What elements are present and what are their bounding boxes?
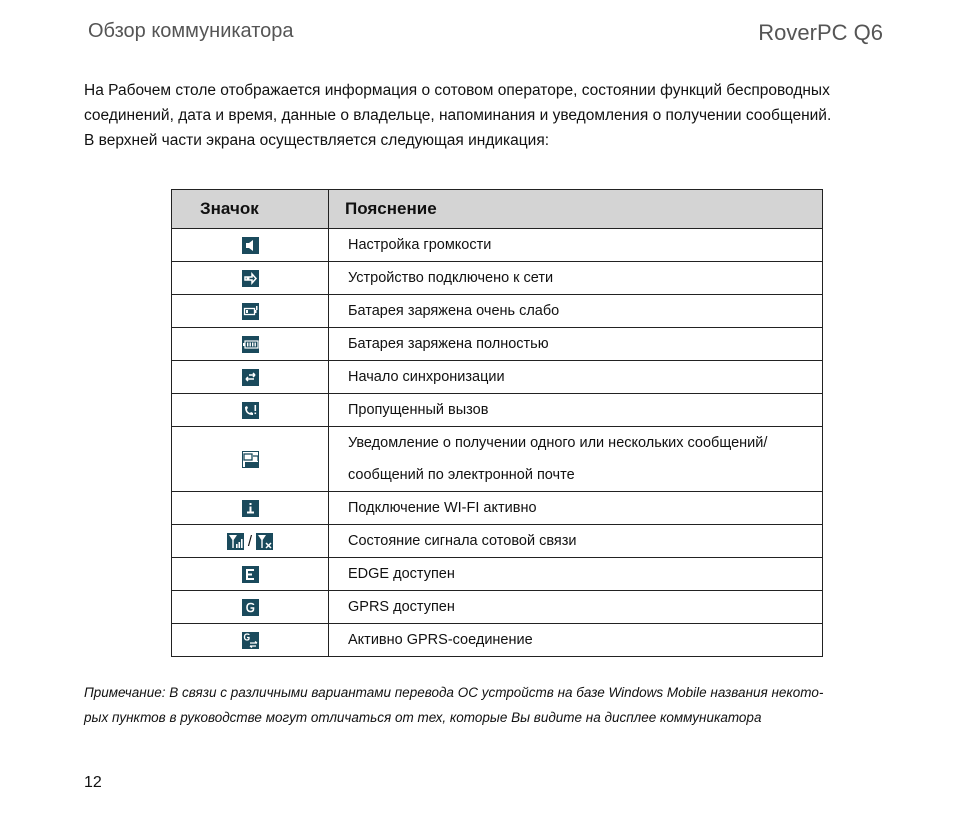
description-cell: Настройка громкости	[329, 229, 823, 262]
network-connected-icon	[242, 270, 259, 287]
table-row	[172, 525, 823, 558]
icon-cell	[172, 525, 329, 558]
icon-separator: /	[247, 532, 253, 550]
product-name: RoverPC Q6	[758, 20, 883, 45]
gprs-icon	[242, 599, 259, 616]
section-title: Обзор коммуникатора	[88, 20, 294, 42]
footnote	[84, 680, 894, 730]
description-cell: Подключение WI-FI активно	[329, 492, 823, 525]
table-row	[172, 229, 823, 262]
icon-cell	[172, 427, 329, 492]
volume-icon	[242, 237, 259, 254]
intro-paragraph	[84, 78, 894, 153]
page-number: 12	[84, 774, 102, 791]
signal-strength-icon	[227, 533, 244, 550]
sync-icon	[242, 369, 259, 386]
icon-cell	[172, 361, 329, 394]
table-row	[172, 328, 823, 361]
table-row	[172, 427, 823, 492]
column-header-icon: Значок	[172, 190, 329, 229]
intro-line: соединений, дата и время, данные о владельце, напоминания и уведомления о получении сообщений.	[84, 107, 832, 124]
description-cell: Уведомление о получении одного или нескольких сообщений/ сообщений по электронной почте	[329, 427, 823, 492]
description-cell: Батарея заряжена полностью	[329, 328, 823, 361]
table-row	[172, 624, 823, 657]
message-icon	[242, 451, 259, 468]
description-cell: Активно GPRS-соединение	[329, 624, 823, 657]
table-row	[172, 492, 823, 525]
edge-icon	[242, 566, 259, 583]
description-cell: Батарея заряжена очень слабо	[329, 295, 823, 328]
icon-cell	[172, 492, 329, 525]
description-cell: Состояние сигнала сотовой связи	[329, 525, 823, 558]
icon-cell	[172, 624, 329, 657]
description-cell: GPRS доступен	[329, 591, 823, 624]
table-row	[172, 591, 823, 624]
intro-line: В верхней части экрана осуществляется следующая индикация:	[84, 132, 550, 149]
intro-line: На Рабочем столе отображается информация о сотовом операторе, состоянии функций беспроводных	[84, 82, 830, 99]
table-row	[172, 295, 823, 328]
missed-call-icon	[242, 402, 259, 419]
icon-cell	[172, 295, 329, 328]
footnote-line: Примечание: В связи с различными вариантами перевода ОС устройств на базе Windows Mobile названия некото-	[84, 685, 824, 700]
wifi-active-icon	[242, 500, 259, 517]
description-cell: EDGE доступен	[329, 558, 823, 591]
icon-cell	[172, 591, 329, 624]
description-cell: Устройство подключено к сети	[329, 262, 823, 295]
table-row	[172, 558, 823, 591]
icon-cell	[172, 558, 329, 591]
column-header-description: Пояснение	[329, 190, 823, 229]
battery-low-icon	[242, 303, 259, 320]
icon-cell	[172, 229, 329, 262]
table-header-row	[172, 190, 823, 229]
icon-cell	[172, 262, 329, 295]
icon-cell	[172, 394, 329, 427]
table-row	[172, 361, 823, 394]
no-signal-icon	[256, 533, 273, 550]
table-row	[172, 394, 823, 427]
icon-cell	[172, 328, 329, 361]
description-cell: Начало синхронизации	[329, 361, 823, 394]
gprs-active-icon	[242, 632, 259, 649]
footnote-line: рых пунктов в руководстве могут отличаться от тех, которые Вы видите на дисплее коммуникатора	[84, 710, 762, 725]
status-icons-table	[171, 189, 823, 657]
battery-full-icon	[242, 336, 259, 353]
table-row	[172, 262, 823, 295]
description-cell: Пропущенный вызов	[329, 394, 823, 427]
